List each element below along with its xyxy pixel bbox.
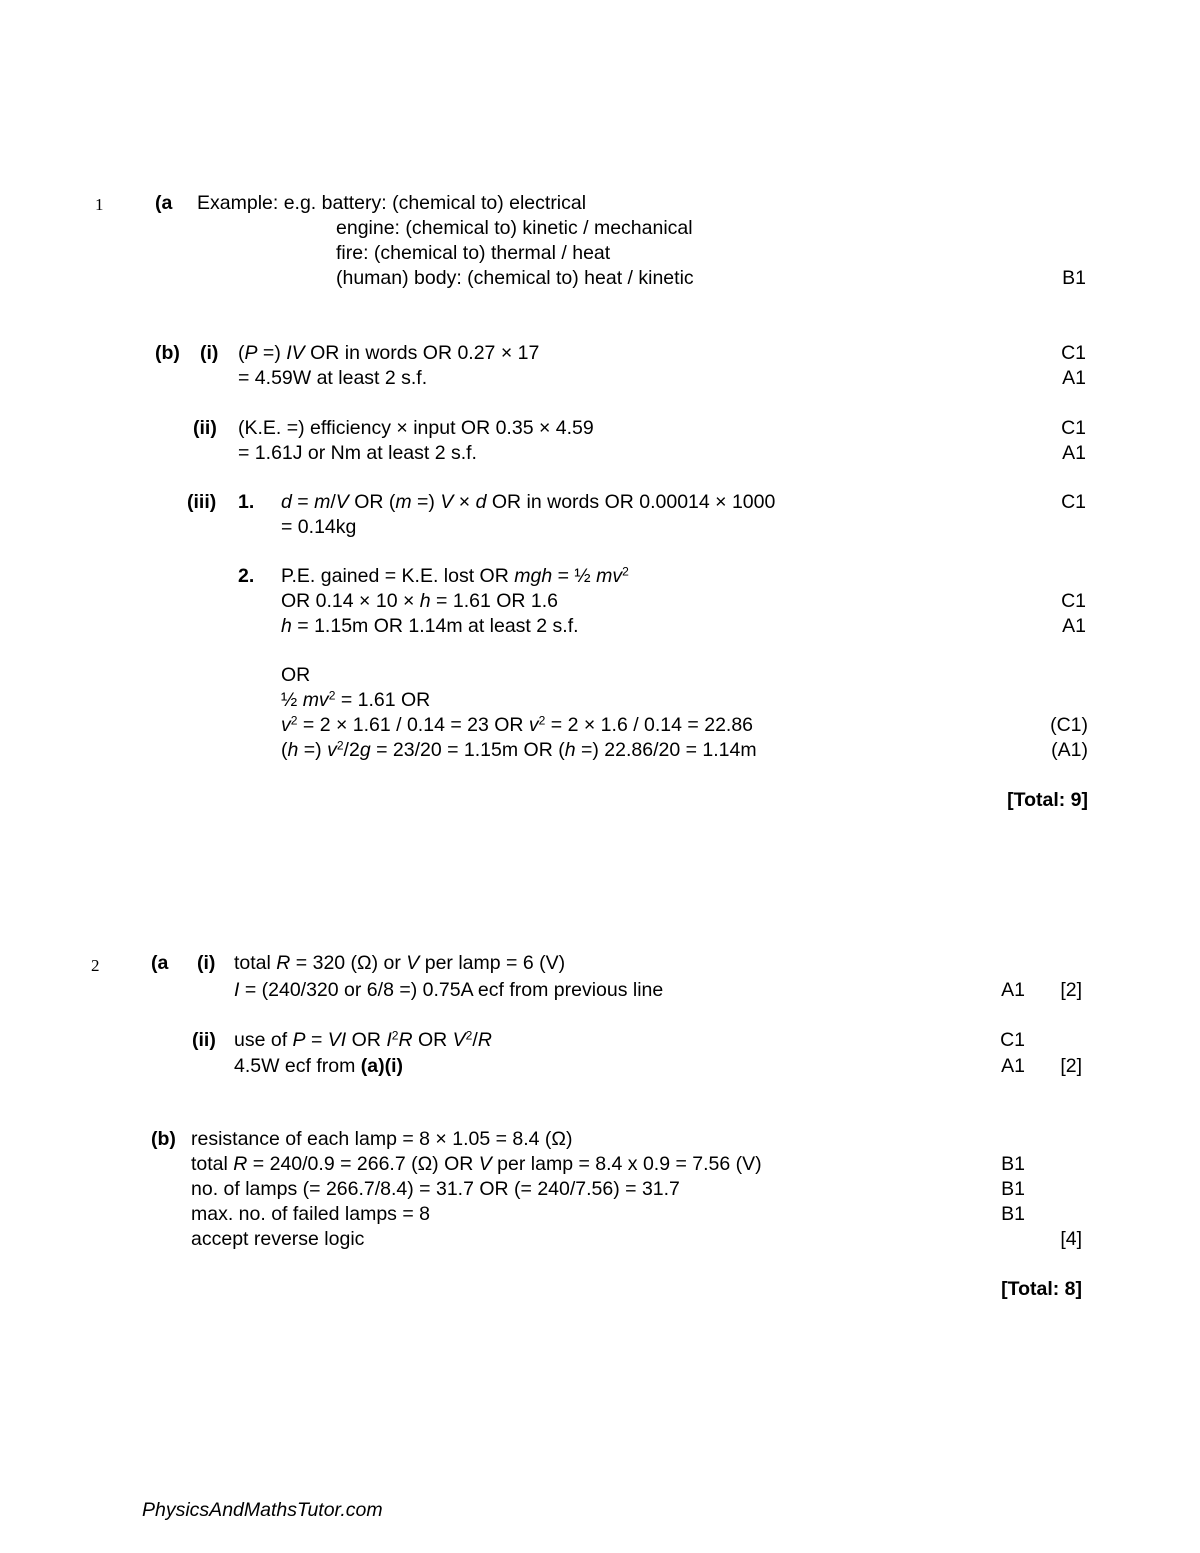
- question-1-number: 1: [95, 195, 104, 214]
- q1-total: [Total: 9]: [1007, 789, 1088, 811]
- q2ai-line-1: total R = 320 (Ω) or V per lamp = 6 (V): [234, 952, 566, 974]
- q2aii-marks-total: [2]: [1060, 1055, 1082, 1077]
- q1bii-line-2: = 1.61J or Nm at least 2 s.f.: [238, 442, 477, 464]
- q1biii2-alt-mark-1: (C1): [1050, 714, 1088, 736]
- q1a-line-3: fire: (chemical to) thermal / heat: [336, 242, 611, 264]
- q2b-line-4: max. no. of failed lamps = 8: [191, 1203, 430, 1225]
- q1biii2-alt-line-2: $v^2 = 2 \times 1.61 / 0.14 = 23$ OR $v^2 = 2 \times 1.6 / 0.14 = 22.86$: [281, 713, 754, 736]
- q1bii-mark-1: C1: [1061, 417, 1086, 439]
- q1biii2-or-label: OR: [281, 664, 311, 686]
- q2a-ii-label: (ii): [192, 1029, 216, 1051]
- q2a-i-label: (i): [197, 952, 216, 974]
- q2-total: [Total: 8]: [1001, 1278, 1082, 1300]
- q2b-line-3: no. of lamps (= 266.7/8.4) = 31.7 OR (= 240/7.56) = 31.7: [191, 1178, 680, 1200]
- q1biii2-line-2: OR 0.14 × 10 × h = 1.61 OR 1.6: [281, 590, 558, 612]
- q2ai-marks-total: [2]: [1060, 979, 1082, 1001]
- q2aii-line-2: 4.5W ecf from (a)(i): [234, 1055, 404, 1077]
- q1a-line-1: Example: e.g. battery: (chemical to) electrical: [197, 192, 587, 214]
- q2aii-mark-1: C1: [1000, 1029, 1025, 1051]
- q2b-line-2: total R = 240/0.9 = 266.7 (Ω) OR V per lamp = 8.4 x 0.9 = 7.56 (V): [191, 1153, 762, 1175]
- q2ai-mark: A1: [1001, 979, 1025, 1001]
- q2b-mark-2: B1: [1001, 1178, 1025, 1200]
- q1biii1-mark-1: C1: [1061, 491, 1086, 513]
- q1bii-mark-2: A1: [1062, 442, 1086, 464]
- q1b-iii-label: (iii): [187, 491, 217, 513]
- q1b-ii-label: (ii): [193, 417, 217, 439]
- q1a-line-2: engine: (chemical to) kinetic / mechanical: [336, 217, 693, 239]
- q1biii-part-1-label: 1.: [238, 491, 255, 513]
- question-2-number: 2: [91, 956, 100, 975]
- q1bi-mark-1: C1: [1061, 342, 1086, 364]
- q1biii2-alt-mark-2: (A1): [1051, 739, 1088, 761]
- q2-part-a-label: (a: [151, 952, 169, 974]
- q1-part-b-label: (b): [155, 342, 180, 364]
- q1b-i-label: (i): [200, 342, 219, 364]
- q1biii2-mark-2: A1: [1062, 615, 1086, 637]
- q1biii1-line-1: d = m/V OR (m =) V × d OR in words OR 0.00014 × 1000: [281, 491, 776, 513]
- q1bi-line-1: (P =) IV OR in words OR 0.27 × 17: [238, 342, 540, 364]
- q2b-marks-total: [4]: [1060, 1228, 1082, 1250]
- q2b-mark-1: B1: [1001, 1153, 1025, 1175]
- q1biii2-alt-line-1: ½ $mv^2 = 1.61$ OR: [281, 688, 431, 711]
- q2b-line-5: accept reverse logic: [191, 1228, 365, 1250]
- q1bi-mark-2: A1: [1062, 367, 1086, 389]
- q1biii1-line-2: = 0.14kg: [281, 516, 357, 538]
- q2-part-b-label: (b): [151, 1128, 176, 1150]
- q1biii2-mark-1: C1: [1061, 590, 1086, 612]
- q2b-line-1: resistance of each lamp = 8 × 1.05 = 8.4 (Ω): [191, 1128, 573, 1150]
- q1-part-a-label: (a: [155, 192, 173, 214]
- q1a-mark: B1: [1062, 267, 1086, 289]
- q2ai-line-2: I = (240/320 or 6/8 =) 0.75A ecf from previous line: [234, 979, 664, 1001]
- q1biii-part-2-label: 2.: [238, 565, 255, 587]
- q1biii2-alt-line-3: (h =) $v^2/2g = 23/20 = 1.15m$ OR (h =) 22.86/20 = 1.14m: [281, 738, 757, 761]
- q1bii-line-1: (K.E. =) efficiency × input OR 0.35 × 4.59: [238, 417, 594, 439]
- q2b-mark-3: B1: [1001, 1203, 1025, 1225]
- q2aii-line-1: use of P = VI OR $I^2R$ OR $V^2/R$: [234, 1028, 492, 1051]
- q1a-line-4: (human) body: (chemical to) heat / kinetic: [336, 267, 694, 289]
- footer-site-name: PhysicsAndMathsTutor.com: [142, 1499, 383, 1521]
- q1bi-line-2: = 4.59W at least 2 s.f.: [238, 367, 428, 389]
- q2aii-mark-2: A1: [1001, 1055, 1025, 1077]
- q1biii2-line-3: h = 1.15m OR 1.14m at least 2 s.f.: [281, 615, 579, 637]
- q1biii2-line-1: P.E. gained = K.E. lost OR mgh = ½ $mv^2$: [281, 564, 629, 587]
